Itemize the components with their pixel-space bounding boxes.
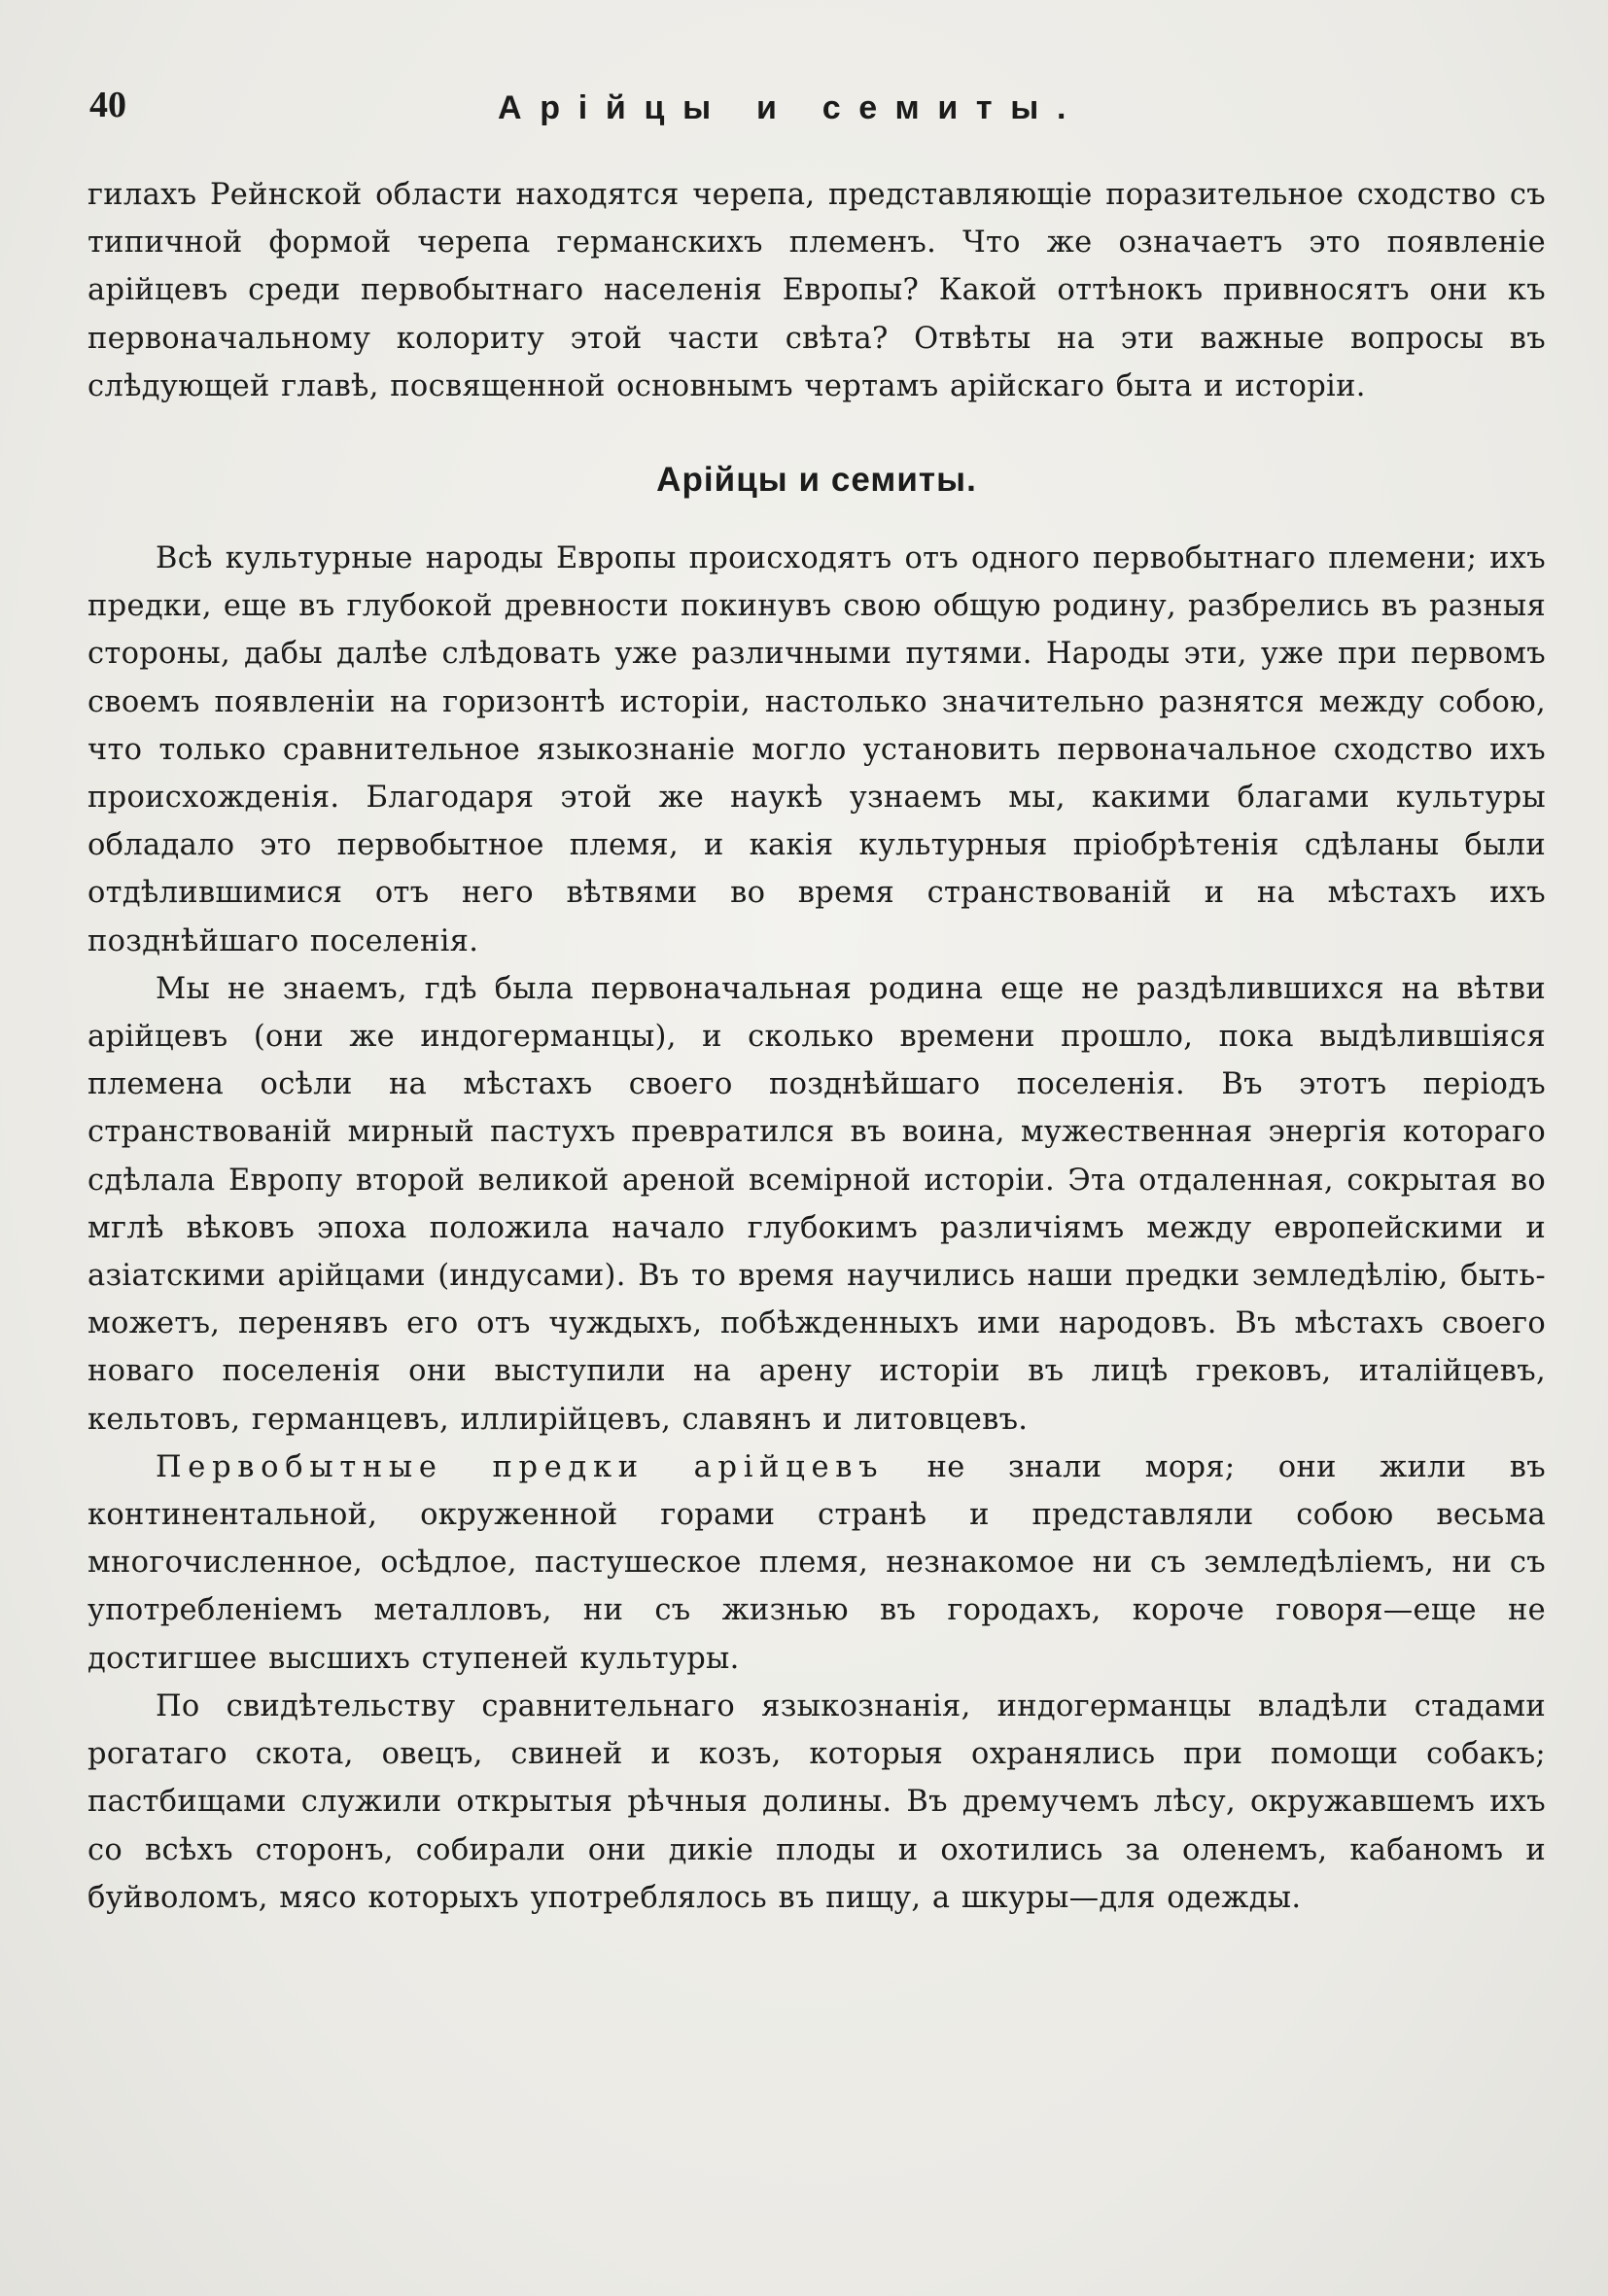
page-number: 40	[89, 85, 126, 125]
section-heading: Арійцы и семиты.	[656, 461, 977, 500]
paragraph-1: Всѣ культурные народы Европы происходятъ отъ одного первобытнаго племени; ихъ предки, еще въ глубокой древности покинувъ свою общую родину, разбрелись въ разныя стороны, дабы далѣе слѣдовать уже различными путями. Народы эти, уже при первомъ своемъ появленіи на горизонтѣ исторіи, настолько значительно разнятся между собою, что только сравнительное языкознаніе могло установить первоначальное сходство ихъ происхожденія. Благодаря этой же наукѣ узнаемъ мы, какими благами культуры обладало это первобытное племя, и какія культурныя пріобрѣтенія сдѣланы были отдѣлившимися отъ него вѣтвями во время странствованій и на мѣстахъ ихъ позднѣйшаго поселенія.	[87, 541, 1546, 958]
paragraph-2: Мы не знаемъ, гдѣ была первоначальная родина еще не раздѣлившихся на вѣтви арійцевъ (они же индогерманцы), и сколько времени прошло, пока выдѣлившіяся племена осѣли на мѣстахъ своего позднѣйшаго поселенія. Въ этотъ періодъ странствованій мирный пастухъ превратился въ воина, мужественная энергія котораго сдѣлала Европу второй великой ареной всемірной исторіи. Эта отдаленная, сокрытая во мглѣ вѣковъ эпоха положила начало глубокимъ различіямъ между европейскими и азіатскими арійцами (индусами). Въ то время научились наши предки земледѣлію, быть-можетъ, перенявъ его отъ чуждыхъ, побѣжденныхъ ими народовъ. Въ мѣстахъ своего новаго поселенія они выступили на арену исторіи въ лицѣ грековъ, италійцевъ, кельтовъ, германцевъ, иллирійцевъ, славянъ и литовцевъ.	[87, 971, 1546, 1437]
continued-paragraph: гилахъ Рейнской области находятся черепа, представляющіе поразительное сходство съ типичной формой черепа германскихъ племенъ. Что же означаетъ это появленіе арійцевъ среди первобытнаго населенія Европы? Какой оттѣнокъ привносятъ они къ первоначальному колориту этой части свѣта? Отвѣты на эти важные вопросы въ слѣдующей главѣ, посвященной основнымъ чертамъ арійскаго быта и исторіи.	[87, 178, 1546, 403]
running-title: Арійцы и семиты.	[498, 89, 1085, 126]
paragraph-3	[87, 1444, 1546, 1683]
running-head	[89, 84, 1557, 142]
paragraph-3-text: не знали моря; они жили въ континентальной, окруженной горами странѣ и представляли собою весьма многочисленное, осѣдлое, пастушеское племя, незнакомое ни съ земледѣліемъ, ни съ употребленіемъ металловъ, ни съ жизнью въ городахъ, короче говоря—еще не достигшее высшихъ ступеней культуры.	[87, 1449, 1546, 1676]
body-text	[87, 171, 1546, 1922]
paragraph-4: По свидѣтельству сравнительнаго языкознанія, индогерманцы владѣли стадами рогатаго скота, овецъ, свиней и козъ, которыя охранялись при помощи собакъ; пастбищами служили открытыя рѣчныя долины. Въ дремучемъ лѣсу, окружавшемъ ихъ со всѣхъ сторонъ, собирали они дикіе плоды и охотились за оленемъ, кабаномъ и буйволомъ, мясо которыхъ употреблялось въ пищу, а шкуры—для одежды.	[87, 1688, 1546, 1915]
spaced-emphasis: Первобытные предки арійцевъ	[156, 1449, 885, 1484]
